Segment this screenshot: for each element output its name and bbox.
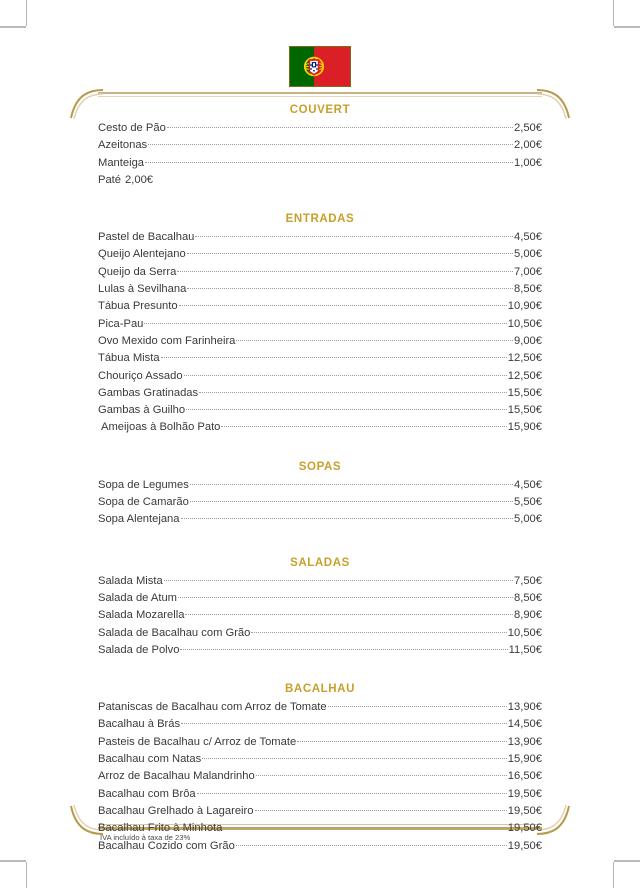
menu-item-name: Bacalhau Cozido com Grão (98, 839, 235, 852)
crop-mark-bottom-left-horizontal (0, 860, 26, 862)
menu-item (98, 368, 542, 385)
dot-leader (251, 631, 506, 633)
menu-item-price: 19,50€ (507, 839, 542, 852)
dot-leader (161, 356, 507, 358)
menu-item-name: Gambas à Guilho (98, 404, 186, 417)
dot-leader (145, 161, 513, 163)
menu-item-price: 2,00€ (514, 139, 542, 152)
frame-corner-bottom-left (70, 806, 100, 836)
menu-item-price: 5,50€ (514, 496, 542, 509)
menu-item-price: 11,50€ (508, 643, 542, 656)
menu-item (98, 172, 542, 189)
crop-mark-bottom-left-vertical (26, 862, 27, 888)
dot-leader (180, 648, 507, 650)
dot-leader (187, 252, 513, 254)
menu-item (98, 137, 542, 154)
menu-item (98, 803, 542, 820)
menu-item-price: 2,00€ (125, 173, 154, 186)
section-spacer (98, 439, 542, 461)
menu-item-name: Tábua Presunto (98, 300, 178, 313)
menu-item-price: 15,50€ (507, 386, 542, 399)
section-spacer (98, 661, 542, 683)
menu-item-name: Sopa de Legumes (98, 478, 189, 491)
crop-mark-top-left-vertical (26, 0, 27, 26)
menu-item-name: Pica-Pau (98, 317, 144, 330)
dot-leader (221, 425, 506, 427)
menu-item (98, 642, 542, 659)
menu-item (98, 699, 542, 716)
dot-leader (186, 408, 507, 410)
menu-item (98, 477, 542, 494)
menu-item-price: 19,50€ (507, 804, 542, 817)
dot-leader (328, 705, 507, 707)
menu-item-name: Arroz de Bacalhau Malandrinho (98, 770, 255, 783)
menu-item-price: 4,50€ (514, 231, 542, 244)
crop-mark-bottom-right-horizontal (614, 860, 640, 862)
menu-item-price: 10,50€ (507, 626, 542, 639)
menu-item-price: 14,50€ (507, 718, 542, 731)
frame-top-line-inner (98, 96, 542, 97)
menu-item-name: Bacalhau Frito à Minhota (98, 822, 223, 835)
dot-leader (144, 322, 506, 324)
menu-item-name: Pasteis de Bacalhau c/ Arroz de Tomate (98, 735, 297, 748)
menu-item-price: 8,90€ (514, 609, 542, 622)
menu-item-name: Salada de Bacalhau com Grão (98, 626, 251, 639)
dot-leader (179, 304, 507, 306)
menu-item (98, 625, 542, 642)
section-spacer (98, 191, 542, 213)
menu-item-name: Chouriço Assado (98, 369, 183, 382)
menu-content (98, 104, 542, 857)
menu-item (98, 120, 542, 137)
frame-corner-bottom-right (540, 806, 570, 836)
flag-container (0, 46, 640, 87)
menu-item-name: Pataniscas de Bacalhau com Arroz de Tomate (98, 701, 327, 714)
menu-item (98, 333, 542, 350)
frame-corner-top-left (70, 88, 100, 118)
menu-item-name: Queijo da Serra (98, 265, 177, 278)
menu-item-name: Salada Mozarella (98, 609, 185, 622)
dot-leader (297, 740, 507, 742)
menu-item (98, 402, 542, 419)
menu-item (98, 298, 542, 315)
menu-item-name: Queijo Alentejano (98, 248, 186, 261)
dot-leader (223, 826, 506, 828)
menu-section (98, 461, 542, 529)
crop-mark-bottom-right-vertical (613, 862, 614, 888)
menu-item-price: 2,50€ (514, 122, 542, 134)
portugal-flag-svg (290, 47, 350, 86)
dot-leader (256, 774, 507, 776)
tax-note: IVA incluído à taxa de 23% (100, 833, 191, 842)
menu-item-price: 15,90€ (507, 753, 542, 766)
dot-leader (148, 143, 513, 145)
menu-item (98, 419, 542, 436)
menu-item-name: Ovo Mexido com Farinheira (98, 334, 236, 347)
section-title: SOPAS (298, 460, 342, 473)
menu-item-name: Azeitonas (98, 139, 148, 152)
dot-leader (195, 235, 513, 237)
crop-mark-top-right-vertical (613, 0, 614, 26)
menu-item-name: Sopa de Camarão (98, 496, 189, 509)
dot-leader (236, 844, 507, 846)
menu-section (98, 104, 542, 189)
frame-top-line (98, 92, 542, 94)
menu-item-price: 10,90€ (507, 300, 542, 313)
menu-item-price: 16,50€ (507, 770, 542, 783)
menu-item-name: Manteiga (98, 156, 145, 169)
menu-item (98, 751, 542, 768)
menu-item (98, 590, 542, 607)
menu-item-price: 4,50€ (514, 478, 542, 491)
menu-item-name: Salada Mista (98, 574, 163, 587)
dot-leader (167, 126, 513, 128)
menu-item (98, 786, 542, 803)
menu-item-price: 8,50€ (514, 283, 542, 296)
dot-leader (187, 287, 513, 289)
dot-leader (185, 613, 513, 615)
dot-leader (255, 809, 507, 811)
section-title: COUVERT (289, 104, 351, 116)
menu-item (98, 155, 542, 172)
menu-item (98, 573, 542, 590)
dot-leader (236, 339, 513, 341)
menu-item-name: Gambas Gratinadas (98, 386, 199, 399)
section-spacer (98, 531, 542, 557)
dot-leader (190, 500, 513, 502)
dot-leader (164, 579, 513, 581)
crop-mark-top-right-horizontal (614, 26, 640, 28)
menu-item-name: Salada de Polvo (98, 643, 180, 656)
menu-item (98, 716, 542, 733)
menu-item (98, 264, 542, 281)
menu-item-price: 19,50€ (507, 822, 542, 835)
dot-leader (202, 757, 507, 759)
dot-leader (181, 722, 507, 724)
menu-item (98, 246, 542, 263)
menu-item-price: 15,90€ (507, 421, 542, 434)
menu-item-name: Sopa Alentejana (98, 513, 180, 526)
frame-corner-top-right (540, 88, 570, 118)
menu-item (98, 350, 542, 367)
menu-item-name: Paté (98, 173, 122, 186)
menu-item-price: 5,00€ (514, 513, 542, 526)
menu-item-name: Bacalhau com Brôa (98, 787, 196, 800)
menu-item (98, 281, 542, 298)
menu-item-name: Salada de Atum (98, 591, 177, 604)
dot-leader (197, 792, 507, 794)
menu-item (98, 511, 542, 528)
menu-item-price: 19,50€ (507, 787, 542, 800)
section-title: SALADAS (290, 556, 350, 569)
dot-leader (181, 517, 514, 519)
menu-item-name: Bacalhau com Natas (98, 753, 202, 766)
menu-section (98, 683, 542, 855)
portugal-flag-icon (289, 46, 351, 87)
dot-leader (178, 596, 513, 598)
menu-item-name: Lulas à Sevilhana (98, 283, 187, 296)
menu-item (98, 494, 542, 511)
menu-item-price: 12,50€ (507, 369, 542, 382)
menu-item (98, 734, 542, 751)
menu-item-price: 13,90€ (507, 735, 542, 748)
menu-item-price: 9,00€ (514, 334, 542, 347)
menu-item (98, 316, 542, 333)
crop-mark-top-left-horizontal (0, 26, 26, 28)
menu-item (98, 768, 542, 785)
menu-item-name: Bacalhau à Brás (98, 718, 181, 731)
menu-item-price: 15,50€ (507, 404, 542, 417)
section-title: BACALHAU (285, 683, 355, 696)
menu-item-price: 13,90€ (507, 701, 542, 714)
menu-section (98, 213, 542, 437)
menu-item-name: Tábua Mista (98, 352, 160, 365)
section-title: ENTRADAS (285, 213, 355, 226)
menu-item (98, 229, 542, 246)
menu-item-name: Ameijoas à Bolhão Pato (101, 421, 221, 434)
dot-leader (190, 483, 513, 485)
menu-item-price: 5,00€ (514, 248, 542, 261)
menu-item-price: 1,00€ (514, 156, 542, 169)
menu-item-name: Pastel de Bacalhau (98, 231, 195, 244)
menu-item-price: 8,50€ (514, 591, 542, 604)
menu-item-price: 7,50€ (514, 574, 542, 587)
menu-item-price: 10,50€ (507, 317, 542, 330)
menu-item-name: Cesto de Pão (98, 122, 166, 134)
menu-item (98, 607, 542, 624)
dot-leader (177, 270, 513, 272)
menu-section (98, 557, 542, 659)
menu-item-name: Bacalhau Grelhado à Lagareiro (98, 804, 254, 817)
menu-item (98, 385, 542, 402)
dot-leader (199, 391, 507, 393)
menu-item-price: 7,00€ (514, 265, 542, 278)
dot-leader (184, 374, 507, 376)
menu-item-price: 12,50€ (507, 352, 542, 365)
